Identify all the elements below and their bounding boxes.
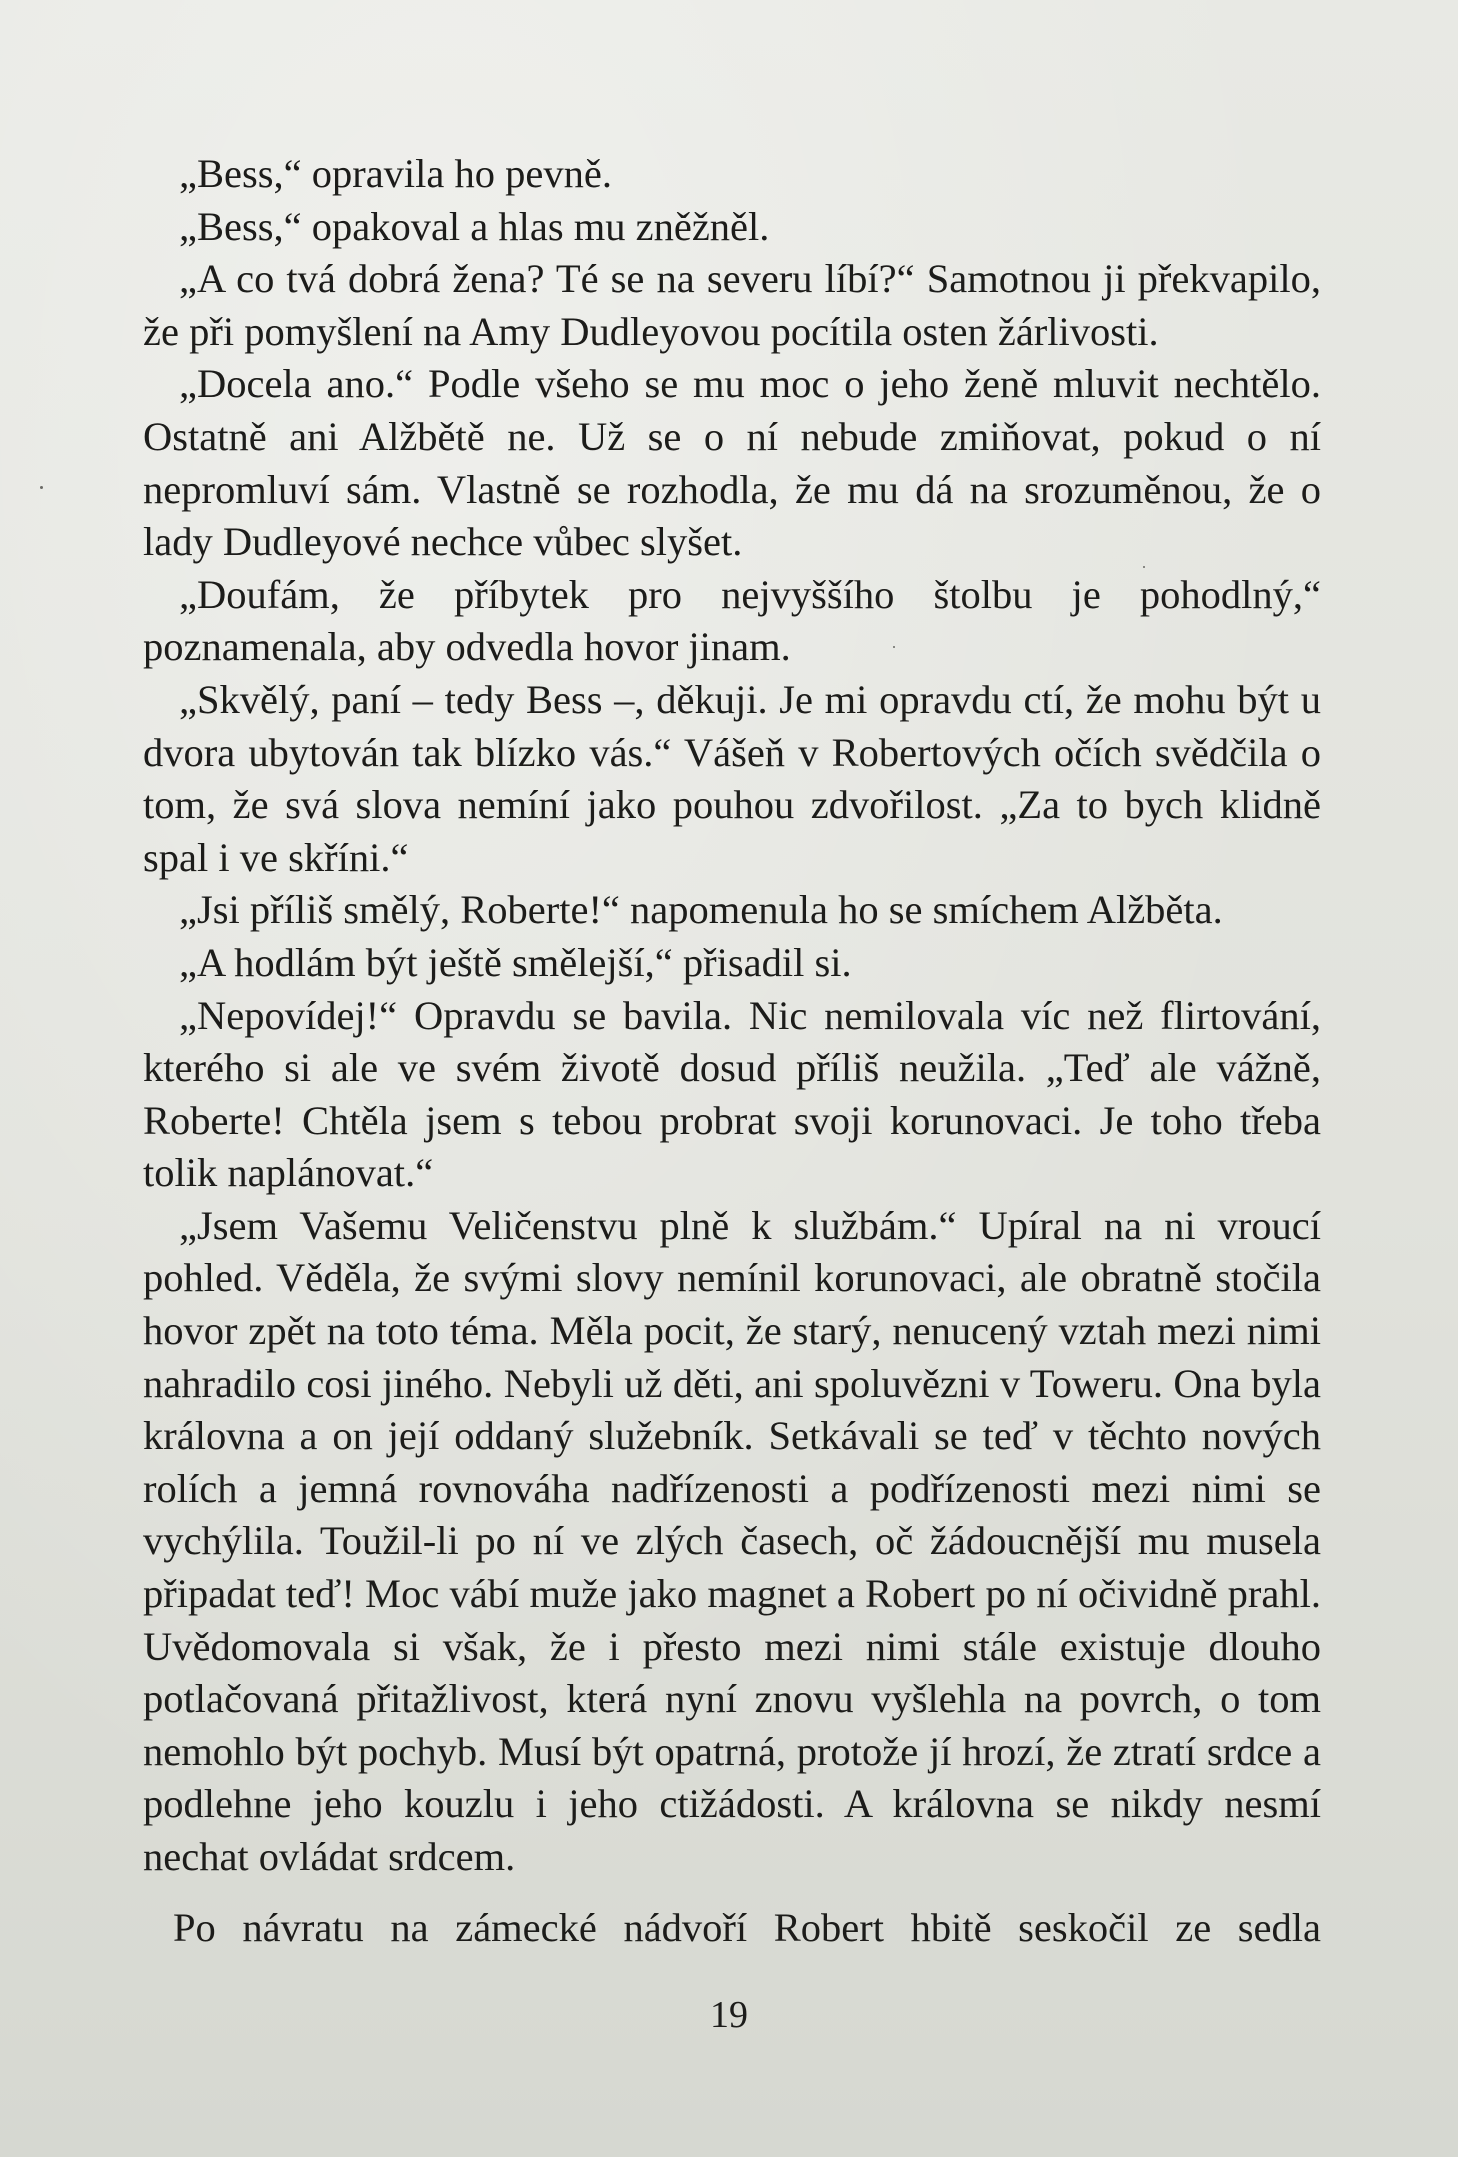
paragraph: „Jsi příliš smělý, Roberte!“ napomenula ho se smíchem Alžběta. <box>179 887 1223 933</box>
paragraph: „Docela ano.“ Podle všeho se mu moc o jeho ženě mluvit nechtělo. Ostatně ani Alžbětě ne. Už se o ní nebude zmiňovat, pokud o ní nepromluví sám. Vlastně se rozhodla, že mu dá na srozuměnou, že o lady Dudleyové nechce vůbec slyšet. <box>143 361 1321 565</box>
page-number: 19 <box>710 1994 748 2036</box>
body-text <box>143 148 1321 1954</box>
paragraph: „A hodlám být ještě smělejší,“ přisadil si. <box>179 939 852 985</box>
paragraph: „Bess,“ opakoval a hlas mu zněžněl. <box>179 203 770 249</box>
paragraph: „Bess,“ opravila ho pevně. <box>179 151 612 196</box>
paragraph: „A co tvá dobrá žena? Té se na severu líbí?“ Samotnou ji překvapilo, že při pomyšlení na Amy Dudleyovou pocítila osten žárlivosti. <box>143 256 1321 354</box>
paper-speck <box>40 486 43 489</box>
paragraph: „Doufám, že příbytek pro nejvyššího štolbu je pohodlný,“ poznamenala, aby odvedla hovor jinam. <box>143 571 1321 670</box>
paragraph: „Skvělý, paní – tedy Bess –, děkuji. Je mi opravdu ctí, že mohu být u dvora ubytován tak blízko vás.“ Vášeň v Robertových očích svědčila o tom, že svá slova nemíní jako pouhou zdvořilost. „Za to bych klidně spal i ve skříni.“ <box>143 676 1321 880</box>
paragraph: „Jsem Vašemu Veličenstvu plně k službám.“ Upíral na ni vroucí pohled. Věděla, že svými slovy nemínil korunovaci, ale obratně stočila hovor zpět na toto téma. Měla pocit, že starý, nenucený vztah mezi nimi nahradilo cosi jiného. Nebyli už děti, ani spoluvězni v Toweru. Ona byla královna a on její oddaný služebník. Setkávali se teď v těchto nových rolích a jemná rovnováha nadřízenosti a podřízenosti mezi nimi se vychýlila. Toužil-li po ní ve zlých časech, oč žádoucnější mu musela připadat teď! Moc vábí muže jako magnet a Robert po ní očividně prahl. Uvědomovala si však, že i přesto mezi nimi stále existuje dlouho potlačovaná přitažlivost, která nyní znovu vyšlehla na povrch, o tom nemohlo být pochyb. Musí být opatrná, protože jí hrozí, že ztratí srdce a podlehne jeho kouzlu i jeho ctižádosti. A královna se nikdy nesmí nechat ovládat srdcem. <box>143 1202 1321 1879</box>
paragraph: Po návratu na zámecké nádvoří Robert hbitě seskočil ze sedla <box>173 1904 1321 1950</box>
paragraph: „Nepovídej!“ Opravdu se bavila. Nic nemilovala víc než flirtování, kterého si ale ve svém životě dosud příliš neužila. „Teď ale vážně, Roberte! Chtěla jsem s tebou probrat svoji korunovaci. Je toho třeba tolik naplánovat.“ <box>143 992 1321 1196</box>
